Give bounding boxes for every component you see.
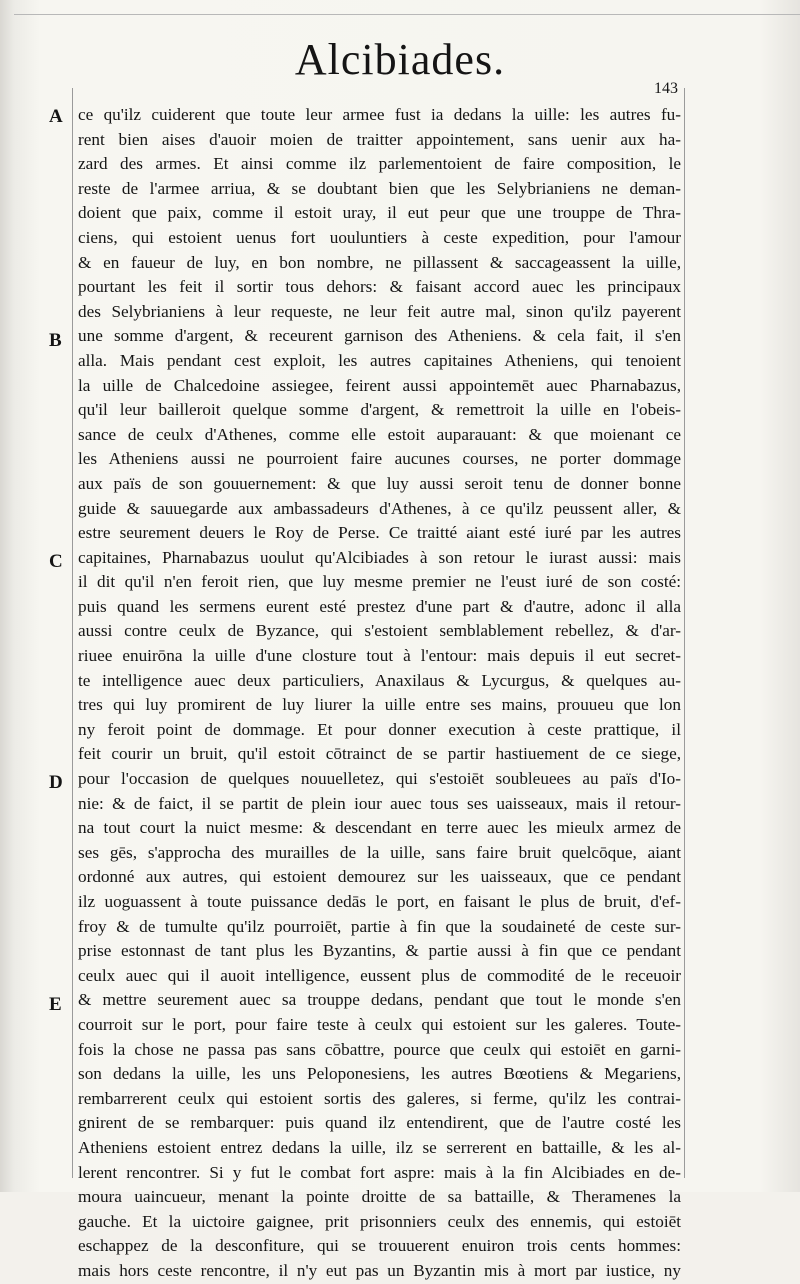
text-line: ilz uoguassent à toute puissance dedās le port, en faisant le plus de bruit, d'ef- — [78, 892, 681, 911]
text-line: les Atheniens aussi ne pourroient faire aucunes courses, ne porter dommage — [78, 449, 681, 469]
text-line: tres qui luy promirent de luy liurer la uille entre ses mains, prouueu que lon — [78, 695, 681, 715]
text-line: ce qu'ilz cuiderent que toute leur armee fust ia dedans la uille: les autres fu- — [78, 105, 681, 124]
text-line: moura uaincueur, menant la pointe droitte de sa battaille, & Theramenes la — [78, 1187, 681, 1207]
text-line: puis quand les sermens eurent esté prestez d'une part & d'autre, adonc il alla — [78, 596, 681, 616]
margin-letter-c: C — [49, 551, 63, 572]
text-line: qu'il leur bailleroit quelque somme d'argent, & remettroit la uille en l'obeis- — [78, 400, 681, 420]
text-line: & mettre seurement auec sa trouppe dedans, pendant que tout le monde s'en — [78, 990, 681, 1010]
text-line: capitaines, Pharnabazus uoulut qu'Alcibiades à son retour le iurast aussi: mais — [78, 547, 681, 567]
text-line: ses gēs, s'approcha des murailles de la uille, sans faire bruit quelcōque, aiant — [78, 842, 681, 862]
text-line: te intelligence auec deux particuliers, Anaxilaus & Lycurgus, & quelques au- — [78, 670, 681, 690]
text-line: ordonné aux autres, qui estoient demourez sur les uaisseaux, que ce pendant — [78, 867, 681, 887]
text-line: nie: & de faict, il se partit de plein iour auec tous ses uaisseaux, mais il retour- — [78, 793, 681, 813]
text-line: ceulx auec qui il auoit intelligence, eussent plus de commodité de le receuoir — [78, 965, 681, 985]
margin-letter-b: B — [49, 330, 62, 351]
margin-letter-d: D — [49, 772, 63, 793]
text-line: fois la chose ne passa pas sans cōbattre, pource que ceulx qui estoiēt en garni- — [78, 1039, 681, 1059]
left-margin-rule — [72, 88, 73, 1178]
text-line: riuee enuirōna la uille d'une closture tout à l'entour: mais depuis il eut secret- — [78, 646, 681, 666]
text-line: zard des armes. Et ainsi comme ilz parlementoient de faire composition, le — [78, 154, 681, 174]
text-line: & en faueur de luy, en bon nombre, ne pillassent & saccageassent la uille, — [78, 252, 681, 272]
text-line: guide & sauuegarde aux ambassadeurs d'Athenes, à ce qu'ilz peussent aller, & — [78, 498, 681, 518]
text-line: ciens, qui estoient uenus fort uouluntiers à ceste expedition, pour l'amour — [78, 227, 681, 247]
text-line: des Selybrianiens à leur requeste, ne leur feit autre mal, sinon qu'ilz payerent — [78, 301, 681, 321]
text-line: courroit sur le port, pour faire teste à ceulx qui estoient sur les galeres. Toute- — [78, 1014, 681, 1034]
text-line: la uille de Chalcedoine assiegee, feirent aussi appointemēt auec Pharnabazus, — [78, 375, 681, 395]
text-line: Atheniens estoient entrez dedans la uille, ilz se serrerent en battaille, & les al- — [78, 1137, 681, 1157]
text-line: gnirent de se rembarquer: puis quand ilz entendirent, que de l'autre costé les — [78, 1113, 681, 1133]
text-line: mais hors ceste rencontre, il n'y eut pas un Byzantin mis à mort par iustice, ny — [78, 1260, 681, 1280]
text-line: aux païs de son gouuernement: & que luy aussi seroit tenu de donner bonne — [78, 473, 681, 493]
text-line: reste de l'armee arriua, & se doubtant bien que les Selybrianiens ne deman- — [78, 178, 681, 198]
text-line: prise estonnast de tant plus les Byzantins, & partie aussi à fin que ce pendant — [78, 941, 681, 961]
text-line: une somme d'argent, & receurent garnison des Atheniens. & cela fait, il s'en — [78, 326, 681, 346]
text-line: estre seurement deuers le Roy de Perse. Ce traitté aiant esté iuré par les autres — [78, 523, 681, 543]
text-line: lerent rencontrer. Si y fut le combat fort aspre: mais à la fin Alcibiades en de- — [78, 1162, 681, 1182]
text-line: na tout court la nuict mesme: & descendant en terre auec les mieulx armez de — [78, 818, 681, 838]
text-line: rembarrerent ceulx qui estoient sortis des galeres, si ferme, qu'ilz les contrai- — [78, 1088, 681, 1108]
text-line: aussi contre ceulx de Byzance, qui s'estoient semblablement rebellez, & d'ar- — [78, 621, 681, 641]
text-line: rent bien aises d'auoir moien de traitter appointement, sans uenir aux ha- — [78, 129, 681, 149]
text-line: froy & de tumulte qu'ilz pourroiēt, partie à fin que la soudaineté de ceste sur- — [78, 916, 681, 936]
page-number: 143 — [654, 80, 678, 97]
margin-letter-a: A — [49, 106, 63, 127]
text-line: gauche. Et la uictoire gaignee, prit prisonniers ceulx des ennemis, qui estoiēt — [78, 1211, 681, 1231]
text-line: feit courir un bruit, qu'il estoit cōtrainct de se partir hastiuement de ce siege, — [78, 744, 681, 764]
text-line: ny feroit point de dommage. Et pour donner execution à ceste prattique, il — [78, 719, 681, 739]
text-line: sance de ceulx d'Athenes, comme elle estoit auparauant: & que moienant ce — [78, 424, 681, 444]
text-line: pourtant les feit il sortir tous dehors: & faisant accord auec les principaux — [78, 277, 681, 297]
top-page-edge — [14, 14, 800, 15]
text-line: eschappez de la desconfiture, qui se trouuerent enuiron trois cents hommes: — [78, 1236, 681, 1256]
text-line: pour l'occasion de quelques nouuelletez, qui s'estoiēt soubleuees au païs d'Io- — [78, 769, 681, 789]
text-line: doient que paix, comme il estoit uray, il eut peur que une trouppe de Thra- — [78, 203, 681, 223]
body-text — [78, 103, 681, 1284]
text-line: son dedans la uille, les uns Peloponesiens, les autres Bœotiens & Megariens, — [78, 1064, 681, 1084]
right-margin-rule — [684, 88, 685, 1178]
running-title: Alcibiades. — [294, 35, 506, 84]
text-line: alla. Mais pendant cest exploit, les autres capitaines Atheniens, qui tenoient — [78, 350, 681, 370]
margin-letter-e: E — [49, 994, 62, 1015]
text-line: il dit qu'il n'en feroit rien, que luy mesme premier ne l'eust iuré de son costé: — [78, 572, 681, 592]
